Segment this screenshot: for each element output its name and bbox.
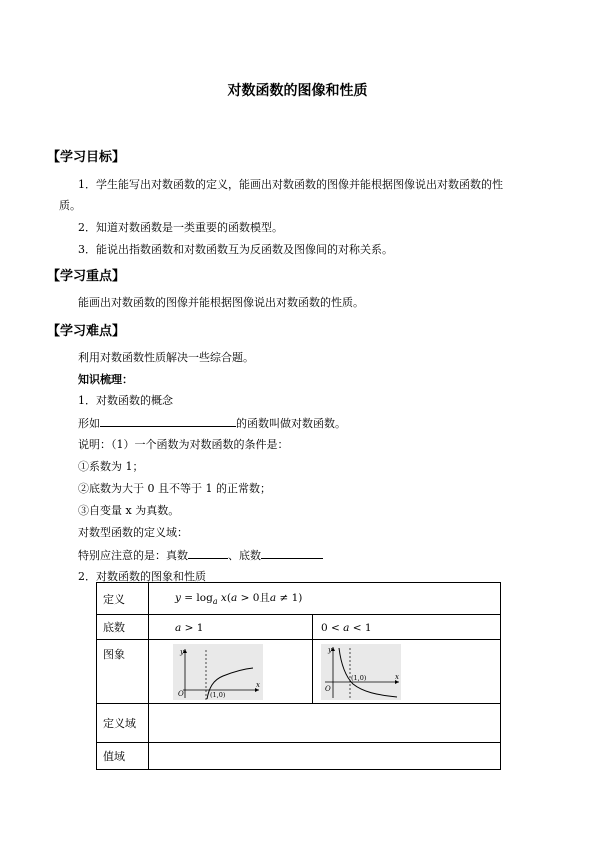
origin-label: O	[178, 689, 184, 698]
concept-title: 1．对数函数的概念	[78, 394, 173, 407]
image-row	[97, 640, 501, 704]
key-heading: 【学习重点】	[47, 269, 126, 284]
form-line	[78, 414, 346, 431]
log-graph-increasing	[173, 644, 263, 700]
range-label: 值域	[97, 743, 149, 770]
attention-mid: 、底数	[228, 549, 261, 562]
form-blank[interactable]	[100, 414, 236, 427]
definition-formula	[149, 583, 501, 615]
definition-row	[97, 583, 501, 615]
page-title: 对数函数的图像和性质	[227, 83, 368, 99]
goal-item-1-line-1: 1．学生能写出对数函数的定义，能画出对数函数的图像并能根据图像说出对数函数的性	[78, 178, 503, 191]
key-text: 能画出对数函数的图像并能根据图像说出对数函数的性质。	[78, 296, 364, 309]
domain-label: 定义域	[97, 704, 149, 743]
point-label: (1,0)	[351, 673, 367, 682]
image-label: 图象	[97, 640, 149, 704]
form-suffix: 的函数叫做对数函数。	[236, 417, 346, 430]
goal-item-3: 3．能说出指数函数和对数函数互为反函数及图像间的对称关系。	[78, 243, 393, 256]
range-value-cell[interactable]	[149, 743, 501, 770]
base-gt1-cell: a > 1	[149, 615, 313, 640]
origin-label: O	[325, 684, 331, 693]
true-number-blank[interactable]	[188, 546, 228, 559]
condition-2: ②底数为大于 0 且不等于 1 的正常数；	[78, 482, 271, 495]
range-row	[97, 743, 501, 770]
goal-item-2: 2．知道对数函数是一类重要的函数模型。	[78, 221, 283, 234]
domain-row	[97, 704, 501, 743]
goals-heading: 【学习目标】	[47, 150, 126, 165]
graph-increasing-cell	[149, 640, 313, 704]
condition-1: ①系数为 1；	[78, 460, 144, 473]
domain-note: 对数型函数的定义域：	[78, 526, 188, 539]
goal-item-1-line-2: 质。	[59, 199, 81, 212]
form-prefix: 形如	[78, 417, 100, 430]
y-axis-label: y	[180, 647, 184, 656]
attention-line	[78, 546, 323, 563]
attention-prefix: 特别应注意的是：真数	[78, 549, 188, 562]
graph-title: 2．对数函数的图象和性质	[78, 570, 206, 583]
x-axis-label: x	[256, 680, 260, 689]
note-line: 说明：（1）一个函数为对数函数的条件是：	[78, 438, 289, 451]
condition-3: ③自变量 x 为真数。	[78, 504, 180, 517]
graph-decreasing-cell	[313, 640, 501, 704]
base-blank[interactable]	[261, 546, 323, 559]
difficult-text: 利用对数函数性质解决一些综合题。	[78, 351, 254, 364]
base-row	[97, 615, 501, 640]
log-formula: $y = \log_a x(a > 0$且a ≠ 1)	[175, 592, 303, 607]
definition-label: 定义	[97, 583, 149, 615]
properties-table	[96, 582, 501, 770]
knowledge-heading: 知识梳理：	[78, 373, 133, 386]
log-graph-decreasing	[321, 644, 401, 700]
x-axis-label: x	[395, 672, 399, 681]
point-label: (1,0)	[210, 690, 226, 699]
y-axis-label: y	[328, 645, 332, 654]
base-label: 底数	[97, 615, 149, 640]
base-lt1-cell: 0 < a < 1	[313, 615, 501, 640]
difficult-heading: 【学习难点】	[47, 324, 126, 339]
domain-value-cell[interactable]	[149, 704, 501, 743]
